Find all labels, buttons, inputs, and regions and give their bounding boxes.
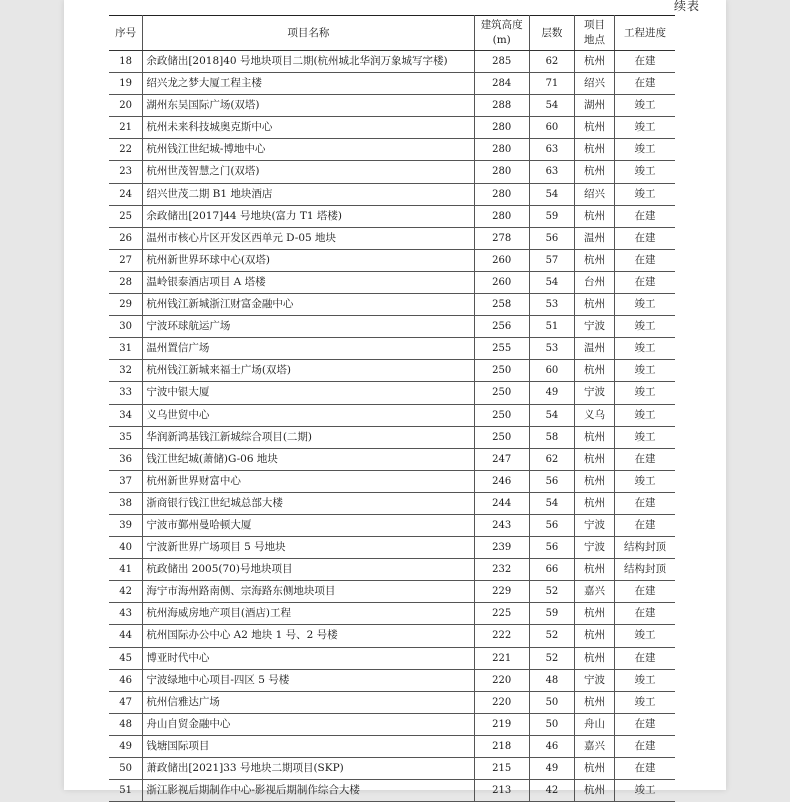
cell-no: 30 bbox=[109, 316, 143, 338]
cell-status: 竣工 bbox=[614, 691, 675, 713]
header-location-line1: 项目 bbox=[583, 19, 605, 31]
cell-no: 21 bbox=[109, 117, 143, 139]
cell-status: 竣工 bbox=[614, 183, 675, 205]
cell-location: 宁波 bbox=[574, 514, 614, 536]
cell-no: 38 bbox=[109, 492, 143, 514]
cell-location: 杭州 bbox=[574, 758, 614, 780]
header-floors: 层数 bbox=[529, 16, 574, 51]
cell-no: 19 bbox=[109, 73, 143, 95]
cell-floors: 56 bbox=[529, 537, 574, 559]
cell-no: 51 bbox=[109, 780, 143, 802]
cell-floors: 54 bbox=[529, 492, 574, 514]
cell-no: 46 bbox=[109, 669, 143, 691]
cell-location: 绍兴 bbox=[574, 183, 614, 205]
header-location bbox=[574, 16, 614, 51]
cell-project-name: 宁波新世界广场项目 5 号地块 bbox=[143, 537, 474, 559]
header-project-name: 项目名称 bbox=[143, 16, 474, 51]
cell-floors: 54 bbox=[529, 404, 574, 426]
cell-floors: 71 bbox=[529, 73, 574, 95]
cell-status: 竣工 bbox=[614, 117, 675, 139]
table-row bbox=[109, 426, 675, 448]
cell-floors: 42 bbox=[529, 780, 574, 802]
table-row bbox=[109, 514, 675, 536]
cell-no: 41 bbox=[109, 559, 143, 581]
cell-height: 285 bbox=[474, 51, 529, 73]
cell-floors: 51 bbox=[529, 316, 574, 338]
cell-status: 在建 bbox=[614, 205, 675, 227]
table-row bbox=[109, 713, 675, 735]
high-rise-projects-table bbox=[109, 15, 675, 802]
cell-status: 在建 bbox=[614, 514, 675, 536]
table-row bbox=[109, 492, 675, 514]
cell-height: 222 bbox=[474, 625, 529, 647]
cell-location: 杭州 bbox=[574, 117, 614, 139]
cell-floors: 48 bbox=[529, 669, 574, 691]
cell-project-name: 温岭银泰酒店项目 A 塔楼 bbox=[143, 271, 474, 293]
cell-no: 39 bbox=[109, 514, 143, 536]
cell-project-name: 绍兴世茂二期 B1 地块酒店 bbox=[143, 183, 474, 205]
cell-location: 温州 bbox=[574, 227, 614, 249]
cell-project-name: 杭州海威房地产项目(酒店)工程 bbox=[143, 603, 474, 625]
cell-status: 在建 bbox=[614, 227, 675, 249]
cell-location: 杭州 bbox=[574, 470, 614, 492]
cell-project-name: 温州市核心片区开发区西单元 D-05 地块 bbox=[143, 227, 474, 249]
cell-height: 278 bbox=[474, 227, 529, 249]
cell-project-name: 华润新鸿基钱江新城综合项目(二期) bbox=[143, 426, 474, 448]
cell-location: 杭州 bbox=[574, 139, 614, 161]
cell-floors: 58 bbox=[529, 426, 574, 448]
table-row bbox=[109, 73, 675, 95]
cell-height: 280 bbox=[474, 161, 529, 183]
table-row bbox=[109, 470, 675, 492]
cell-status: 竣工 bbox=[614, 426, 675, 448]
cell-floors: 50 bbox=[529, 713, 574, 735]
table-header-row bbox=[109, 16, 675, 51]
cell-no: 49 bbox=[109, 735, 143, 757]
cell-project-name: 余政储出[2017]44 号地块(富力 T1 塔楼) bbox=[143, 205, 474, 227]
cell-no: 20 bbox=[109, 95, 143, 117]
cell-location: 杭州 bbox=[574, 249, 614, 271]
cell-floors: 63 bbox=[529, 139, 574, 161]
cell-height: 250 bbox=[474, 426, 529, 448]
cell-status: 竣工 bbox=[614, 338, 675, 360]
cell-floors: 54 bbox=[529, 271, 574, 293]
header-no: 序号 bbox=[109, 16, 143, 51]
cell-height: 229 bbox=[474, 581, 529, 603]
cell-floors: 49 bbox=[529, 758, 574, 780]
cell-height: 244 bbox=[474, 492, 529, 514]
cell-floors: 62 bbox=[529, 448, 574, 470]
header-height bbox=[474, 16, 529, 51]
cell-height: 255 bbox=[474, 338, 529, 360]
cell-floors: 59 bbox=[529, 603, 574, 625]
table-row bbox=[109, 780, 675, 802]
cell-project-name: 宁波市鄞州曼哈顿大厦 bbox=[143, 514, 474, 536]
cell-status: 竣工 bbox=[614, 669, 675, 691]
cell-location: 杭州 bbox=[574, 691, 614, 713]
cell-project-name: 浙江影视后期制作中心-影视后期制作综合大楼 bbox=[143, 780, 474, 802]
cell-project-name: 钱江世纪城(萧储)G-06 地块 bbox=[143, 448, 474, 470]
cell-status: 在建 bbox=[614, 448, 675, 470]
cell-floors: 46 bbox=[529, 735, 574, 757]
cell-status: 在建 bbox=[614, 713, 675, 735]
cell-floors: 66 bbox=[529, 559, 574, 581]
cell-floors: 59 bbox=[529, 205, 574, 227]
cell-project-name: 杭州新世界财富中心 bbox=[143, 470, 474, 492]
cell-floors: 56 bbox=[529, 227, 574, 249]
cell-location: 杭州 bbox=[574, 492, 614, 514]
cell-height: 218 bbox=[474, 735, 529, 757]
cell-location: 杭州 bbox=[574, 426, 614, 448]
cell-no: 27 bbox=[109, 249, 143, 271]
cell-location: 杭州 bbox=[574, 51, 614, 73]
cell-floors: 63 bbox=[529, 161, 574, 183]
cell-status: 在建 bbox=[614, 249, 675, 271]
cell-status: 竣工 bbox=[614, 625, 675, 647]
cell-no: 18 bbox=[109, 51, 143, 73]
cell-location: 舟山 bbox=[574, 713, 614, 735]
cell-location: 宁波 bbox=[574, 537, 614, 559]
table-row bbox=[109, 758, 675, 780]
cell-location: 义乌 bbox=[574, 404, 614, 426]
table-row bbox=[109, 382, 675, 404]
table-row bbox=[109, 647, 675, 669]
cell-project-name: 杭政储出 2005(70)号地块项目 bbox=[143, 559, 474, 581]
table-row bbox=[109, 183, 675, 205]
cell-project-name: 杭州信雅达广场 bbox=[143, 691, 474, 713]
table-row bbox=[109, 117, 675, 139]
cell-height: 288 bbox=[474, 95, 529, 117]
cell-status: 竣工 bbox=[614, 470, 675, 492]
cell-status: 竣工 bbox=[614, 360, 675, 382]
cell-location: 嘉兴 bbox=[574, 581, 614, 603]
cell-status: 在建 bbox=[614, 73, 675, 95]
cell-height: 246 bbox=[474, 470, 529, 492]
table-row bbox=[109, 161, 675, 183]
cell-no: 47 bbox=[109, 691, 143, 713]
cell-no: 35 bbox=[109, 426, 143, 448]
cell-floors: 50 bbox=[529, 691, 574, 713]
cell-floors: 56 bbox=[529, 470, 574, 492]
cell-floors: 60 bbox=[529, 117, 574, 139]
table-row bbox=[109, 294, 675, 316]
cell-height: 284 bbox=[474, 73, 529, 95]
cell-status: 结构封顶 bbox=[614, 559, 675, 581]
cell-height: 221 bbox=[474, 647, 529, 669]
cell-project-name: 宁波环球航运广场 bbox=[143, 316, 474, 338]
table-row bbox=[109, 338, 675, 360]
cell-floors: 52 bbox=[529, 625, 574, 647]
cell-project-name: 宁波绿地中心项目-四区 5 号楼 bbox=[143, 669, 474, 691]
cell-floors: 56 bbox=[529, 514, 574, 536]
cell-project-name: 杭州钱江新城浙江财富金融中心 bbox=[143, 294, 474, 316]
cell-floors: 54 bbox=[529, 183, 574, 205]
table-row bbox=[109, 537, 675, 559]
cell-location: 杭州 bbox=[574, 161, 614, 183]
cell-location: 嘉兴 bbox=[574, 735, 614, 757]
cell-status: 竣工 bbox=[614, 404, 675, 426]
cell-height: 225 bbox=[474, 603, 529, 625]
table-row bbox=[109, 205, 675, 227]
cell-height: 256 bbox=[474, 316, 529, 338]
table-row bbox=[109, 735, 675, 757]
cell-height: 280 bbox=[474, 117, 529, 139]
table-row bbox=[109, 625, 675, 647]
cell-height: 280 bbox=[474, 183, 529, 205]
cell-project-name: 温州置信广场 bbox=[143, 338, 474, 360]
cell-no: 45 bbox=[109, 647, 143, 669]
cell-no: 40 bbox=[109, 537, 143, 559]
cell-height: 247 bbox=[474, 448, 529, 470]
cell-height: 280 bbox=[474, 205, 529, 227]
cell-location: 杭州 bbox=[574, 625, 614, 647]
table-row bbox=[109, 581, 675, 603]
cell-project-name: 杭州世茂智慧之门(双塔) bbox=[143, 161, 474, 183]
table-row bbox=[109, 404, 675, 426]
cell-height: 250 bbox=[474, 404, 529, 426]
cell-status: 在建 bbox=[614, 647, 675, 669]
cell-no: 25 bbox=[109, 205, 143, 227]
table-row bbox=[109, 95, 675, 117]
cell-no: 31 bbox=[109, 338, 143, 360]
cell-location: 杭州 bbox=[574, 559, 614, 581]
cell-no: 23 bbox=[109, 161, 143, 183]
header-location-line2: 地点 bbox=[583, 34, 605, 46]
cell-project-name: 绍兴龙之梦大厦工程主楼 bbox=[143, 73, 474, 95]
cell-floors: 54 bbox=[529, 95, 574, 117]
cell-project-name: 钱塘国际项目 bbox=[143, 735, 474, 757]
cell-no: 50 bbox=[109, 758, 143, 780]
cell-project-name: 博亚时代中心 bbox=[143, 647, 474, 669]
header-height-line1: 建筑高度 bbox=[480, 19, 523, 31]
cell-project-name: 浙商银行钱江世纪城总部大楼 bbox=[143, 492, 474, 514]
cell-project-name: 杭州新世界环球中心(双塔) bbox=[143, 249, 474, 271]
table-row bbox=[109, 227, 675, 249]
cell-height: 220 bbox=[474, 669, 529, 691]
cell-height: 260 bbox=[474, 249, 529, 271]
cell-project-name: 海宁市海州路南侧、宗海路东侧地块项目 bbox=[143, 581, 474, 603]
cell-no: 28 bbox=[109, 271, 143, 293]
cell-project-name: 宁波中银大厦 bbox=[143, 382, 474, 404]
cell-project-name: 义乌世贸中心 bbox=[143, 404, 474, 426]
cell-height: 250 bbox=[474, 382, 529, 404]
cell-height: 280 bbox=[474, 139, 529, 161]
cell-location: 宁波 bbox=[574, 382, 614, 404]
cell-floors: 62 bbox=[529, 51, 574, 73]
cell-no: 22 bbox=[109, 139, 143, 161]
cell-status: 在建 bbox=[614, 51, 675, 73]
cell-project-name: 杭州未来科技城奥克斯中心 bbox=[143, 117, 474, 139]
cell-no: 37 bbox=[109, 470, 143, 492]
cell-status: 在建 bbox=[614, 581, 675, 603]
cell-floors: 60 bbox=[529, 360, 574, 382]
cell-project-name: 杭州钱江世纪城-博地中心 bbox=[143, 139, 474, 161]
cell-no: 32 bbox=[109, 360, 143, 382]
cell-height: 258 bbox=[474, 294, 529, 316]
cell-no: 24 bbox=[109, 183, 143, 205]
cell-status: 在建 bbox=[614, 492, 675, 514]
cell-floors: 53 bbox=[529, 294, 574, 316]
cell-location: 杭州 bbox=[574, 647, 614, 669]
cell-status: 竣工 bbox=[614, 294, 675, 316]
header-height-line2: (m) bbox=[492, 34, 511, 46]
cell-project-name: 萧政储出[2021]33 号地块二期项目(SKP) bbox=[143, 758, 474, 780]
table-row bbox=[109, 360, 675, 382]
cell-height: 250 bbox=[474, 360, 529, 382]
cell-floors: 53 bbox=[529, 338, 574, 360]
cell-project-name: 杭州钱江新城来福士广场(双塔) bbox=[143, 360, 474, 382]
continued-table-label: 续表 bbox=[673, 0, 700, 13]
cell-floors: 52 bbox=[529, 581, 574, 603]
cell-no: 44 bbox=[109, 625, 143, 647]
document-page bbox=[64, 0, 726, 797]
cell-no: 48 bbox=[109, 713, 143, 735]
cell-status: 在建 bbox=[614, 758, 675, 780]
cell-project-name: 杭州国际办公中心 A2 地块 1 号、2 号楼 bbox=[143, 625, 474, 647]
cell-status: 竣工 bbox=[614, 780, 675, 802]
table-row bbox=[109, 669, 675, 691]
table-row bbox=[109, 249, 675, 271]
cell-height: 260 bbox=[474, 271, 529, 293]
cell-location: 杭州 bbox=[574, 294, 614, 316]
cell-height: 213 bbox=[474, 780, 529, 802]
table-row bbox=[109, 139, 675, 161]
cell-status: 在建 bbox=[614, 735, 675, 757]
cell-status: 结构封顶 bbox=[614, 537, 675, 559]
cell-location: 杭州 bbox=[574, 448, 614, 470]
header-status: 工程进度 bbox=[614, 16, 675, 51]
table-row bbox=[109, 51, 675, 73]
cell-floors: 57 bbox=[529, 249, 574, 271]
cell-location: 杭州 bbox=[574, 360, 614, 382]
cell-location: 温州 bbox=[574, 338, 614, 360]
cell-floors: 49 bbox=[529, 382, 574, 404]
cell-status: 竣工 bbox=[614, 139, 675, 161]
cell-status: 竣工 bbox=[614, 316, 675, 338]
cell-no: 26 bbox=[109, 227, 143, 249]
cell-height: 239 bbox=[474, 537, 529, 559]
table-body bbox=[109, 51, 675, 802]
table-row bbox=[109, 448, 675, 470]
cell-location: 宁波 bbox=[574, 669, 614, 691]
cell-project-name: 舟山自贸金融中心 bbox=[143, 713, 474, 735]
cell-height: 243 bbox=[474, 514, 529, 536]
cell-no: 33 bbox=[109, 382, 143, 404]
cell-project-name: 余政储出[2018]40 号地块项目二期(杭州城北华润万象城写字楼) bbox=[143, 51, 474, 73]
cell-status: 竣工 bbox=[614, 161, 675, 183]
table-row bbox=[109, 691, 675, 713]
cell-status: 在建 bbox=[614, 271, 675, 293]
table-row bbox=[109, 316, 675, 338]
cell-location: 湖州 bbox=[574, 95, 614, 117]
table-row bbox=[109, 559, 675, 581]
cell-location: 台州 bbox=[574, 271, 614, 293]
cell-location: 宁波 bbox=[574, 316, 614, 338]
cell-no: 36 bbox=[109, 448, 143, 470]
cell-location: 杭州 bbox=[574, 603, 614, 625]
cell-location: 杭州 bbox=[574, 780, 614, 802]
cell-no: 34 bbox=[109, 404, 143, 426]
cell-no: 29 bbox=[109, 294, 143, 316]
table-row bbox=[109, 603, 675, 625]
cell-status: 竣工 bbox=[614, 95, 675, 117]
cell-height: 219 bbox=[474, 713, 529, 735]
cell-no: 43 bbox=[109, 603, 143, 625]
cell-no: 42 bbox=[109, 581, 143, 603]
cell-height: 232 bbox=[474, 559, 529, 581]
cell-project-name: 湖州东吴国际广场(双塔) bbox=[143, 95, 474, 117]
cell-status: 在建 bbox=[614, 603, 675, 625]
table-row bbox=[109, 271, 675, 293]
cell-height: 220 bbox=[474, 691, 529, 713]
cell-location: 绍兴 bbox=[574, 73, 614, 95]
cell-status: 竣工 bbox=[614, 382, 675, 404]
cell-floors: 52 bbox=[529, 647, 574, 669]
cell-location: 杭州 bbox=[574, 205, 614, 227]
cell-height: 215 bbox=[474, 758, 529, 780]
